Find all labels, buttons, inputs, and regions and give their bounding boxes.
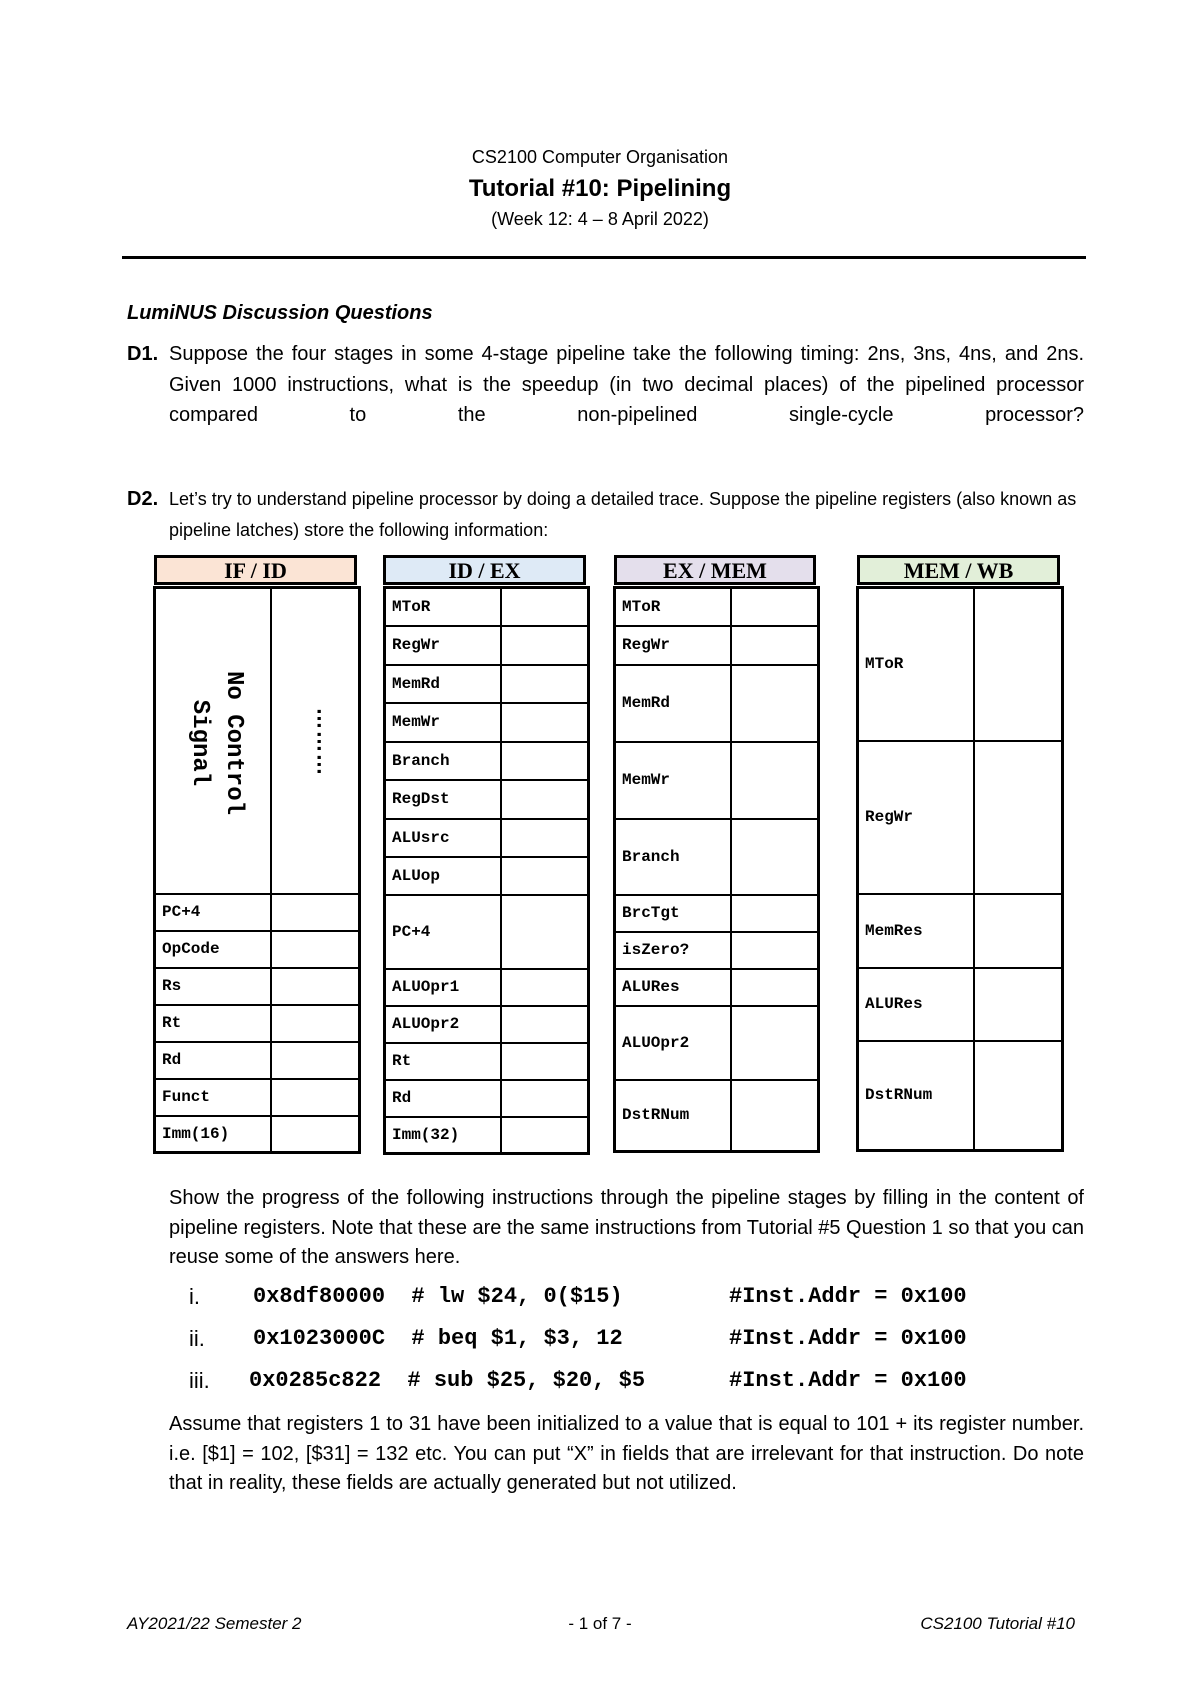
- instruction-number: iii.: [189, 1368, 210, 1393]
- ifid-field: Funct: [155, 1079, 271, 1116]
- exmem-control-value: [731, 742, 819, 819]
- idex-field-value: [501, 895, 589, 969]
- memwb-control-value: [974, 741, 1063, 894]
- memwb-field: MemRes: [858, 894, 974, 968]
- ifid-field: PC+4: [155, 894, 271, 931]
- memwb-field-value: [974, 894, 1063, 968]
- exmem-field-value: [731, 969, 819, 1006]
- ifid-field: Rd: [155, 1042, 271, 1079]
- idex-field-value: [501, 1043, 589, 1080]
- progress-instructions-text: Show the progress of the following instructions through the pipeline stages by filling in the content of pipeline registers. Note that these are the same instructions from Tutorial #5 Question 1 so that you can reuse some of the answers here.: [169, 1187, 1084, 1268]
- exmem-field: ALURes: [615, 969, 731, 1006]
- exmem-control-value: [731, 588, 819, 626]
- ifid-field: Imm(16): [155, 1116, 271, 1153]
- question-d2-label: D2.: [127, 488, 159, 510]
- exmem-control-value: [731, 665, 819, 742]
- idex-control: RegWr: [385, 626, 501, 665]
- instruction-number: ii.: [189, 1326, 205, 1351]
- idex-control: MemWr: [385, 703, 501, 742]
- memwb-control: MToR: [858, 588, 974, 741]
- ifid-field-value: [271, 1042, 360, 1079]
- idex-field: ALUOpr2: [385, 1006, 501, 1043]
- ifid-field-value: [271, 1005, 360, 1042]
- exmem-header: EX / MEM: [614, 555, 816, 585]
- no-control-signal-label: No Control Signal: [186, 670, 247, 816]
- memwb-control: RegWr: [858, 741, 974, 894]
- instruction-address: #Inst.Addr = 0x100: [729, 1326, 967, 1351]
- memwb-register: [856, 586, 1064, 1152]
- idex-control: RegDst: [385, 780, 501, 819]
- section-title: LumiNUS Discussion Questions: [127, 302, 433, 324]
- idex-control-value: [501, 780, 589, 819]
- ifid-field-value: [271, 894, 360, 931]
- idex-field: ALUOpr1: [385, 969, 501, 1006]
- exmem-field-value: [731, 1006, 819, 1080]
- idex-control-value: [501, 626, 589, 665]
- week-info: (Week 12: 4 – 8 April 2022): [491, 209, 709, 229]
- idex-control: MToR: [385, 588, 501, 626]
- instruction-address: #Inst.Addr = 0x100: [729, 1284, 967, 1309]
- exmem-control: MToR: [615, 588, 731, 626]
- idex-field-value: [501, 969, 589, 1006]
- exmem-control-value: [731, 819, 819, 895]
- memwb-field-value: [974, 1041, 1063, 1151]
- idex-control-value: [501, 742, 589, 780]
- instruction-number: i.: [189, 1284, 200, 1309]
- ifid-control-cell: [155, 588, 271, 894]
- idex-control: ALUsrc: [385, 819, 501, 857]
- idex-control-value: [501, 588, 589, 626]
- idex-control-value: [501, 703, 589, 742]
- memwb-header: MEM / WB: [857, 555, 1060, 585]
- footer-page-number: - 1 of 7 -: [568, 1614, 632, 1633]
- idex-control-value: [501, 819, 589, 857]
- exmem-field-value: [731, 1080, 819, 1152]
- memwb-control-value: [974, 588, 1063, 741]
- idex-control: MemRd: [385, 665, 501, 703]
- ifid-field: Rt: [155, 1005, 271, 1042]
- ifid-header: IF / ID: [154, 555, 357, 585]
- question-d2-text: Let’s try to understand pipeline processor by doing a detailed trace. Suppose the pipeline registers (also known as pipeline latches) store the following information:: [169, 489, 1077, 540]
- idex-field-value: [501, 1080, 589, 1117]
- idex-field: Rt: [385, 1043, 501, 1080]
- exmem-field: BrcTgt: [615, 895, 731, 932]
- ifid-register: [153, 586, 361, 1154]
- exmem-field-value: [731, 895, 819, 932]
- dots-placeholder: ………: [312, 707, 337, 777]
- idex-control-value: [501, 857, 589, 895]
- exmem-control-value: [731, 626, 819, 665]
- idex-field: Rd: [385, 1080, 501, 1117]
- ifid-field: OpCode: [155, 931, 271, 968]
- exmem-field: isZero?: [615, 932, 731, 969]
- instruction-address: #Inst.Addr = 0x100: [729, 1368, 967, 1393]
- footer-semester: AY2021/22 Semester 2: [127, 1614, 302, 1633]
- ifid-field-value: [271, 968, 360, 1005]
- idex-field-value: [501, 1117, 589, 1154]
- exmem-field: DstRNum: [615, 1080, 731, 1152]
- memwb-field: DstRNum: [858, 1041, 974, 1151]
- exmem-field: ALUOpr2: [615, 1006, 731, 1080]
- idex-control: ALUop: [385, 857, 501, 895]
- course-name: CS2100 Computer Organisation: [471, 147, 729, 167]
- idex-control-value: [501, 665, 589, 703]
- exmem-control: MemWr: [615, 742, 731, 819]
- exmem-register: [613, 586, 820, 1153]
- memwb-field-value: [974, 968, 1063, 1041]
- exmem-control: MemRd: [615, 665, 731, 742]
- memwb-field: ALURes: [858, 968, 974, 1041]
- idex-control: Branch: [385, 742, 501, 780]
- idex-field: Imm(32): [385, 1117, 501, 1154]
- idex-header: ID / EX: [383, 555, 586, 585]
- ifid-field-value: [271, 931, 360, 968]
- page-title: Tutorial #10: Pipelining: [468, 175, 732, 202]
- footer-course: CS2100 Tutorial #10: [920, 1614, 1075, 1633]
- instruction-code: 0x8df80000 # lw $24, 0($15): [253, 1284, 623, 1309]
- idex-field-value: [501, 1006, 589, 1043]
- assumption-text: Assume that registers 1 to 31 have been initialized to a value that is equal to 101 + its register number. i.e. [$1] = 102, [$31] = 132 etc. You can put “X” in fields that are irrelevant for that instruction. Do note that in reality, these fields are actually generated but not utilized.: [169, 1413, 1084, 1494]
- ifid-field: Rs: [155, 968, 271, 1005]
- ifid-control-value: [271, 588, 360, 894]
- instruction-code: 0x1023000C # beq $1, $3, 12: [253, 1326, 623, 1351]
- ifid-field-value: [271, 1116, 360, 1153]
- exmem-control: Branch: [615, 819, 731, 895]
- question-d1-text: Suppose the four stages in some 4-stage pipeline take the following timing: 2ns, 3ns, 4ns, and 2ns. Given 1000 instructions, what is the speedup (in two decimal places) of the pipelined processor compared to the non-pipelined single-cycle processor?: [169, 343, 1084, 426]
- exmem-field-value: [731, 932, 819, 969]
- header-divider: [122, 256, 1086, 259]
- ifid-field-value: [271, 1079, 360, 1116]
- instruction-code: 0x0285c822 # sub $25, $20, $5: [249, 1368, 646, 1393]
- idex-field: PC+4: [385, 895, 501, 969]
- idex-register: [383, 586, 590, 1155]
- exmem-control: RegWr: [615, 626, 731, 665]
- question-d1-label: D1.: [127, 343, 159, 365]
